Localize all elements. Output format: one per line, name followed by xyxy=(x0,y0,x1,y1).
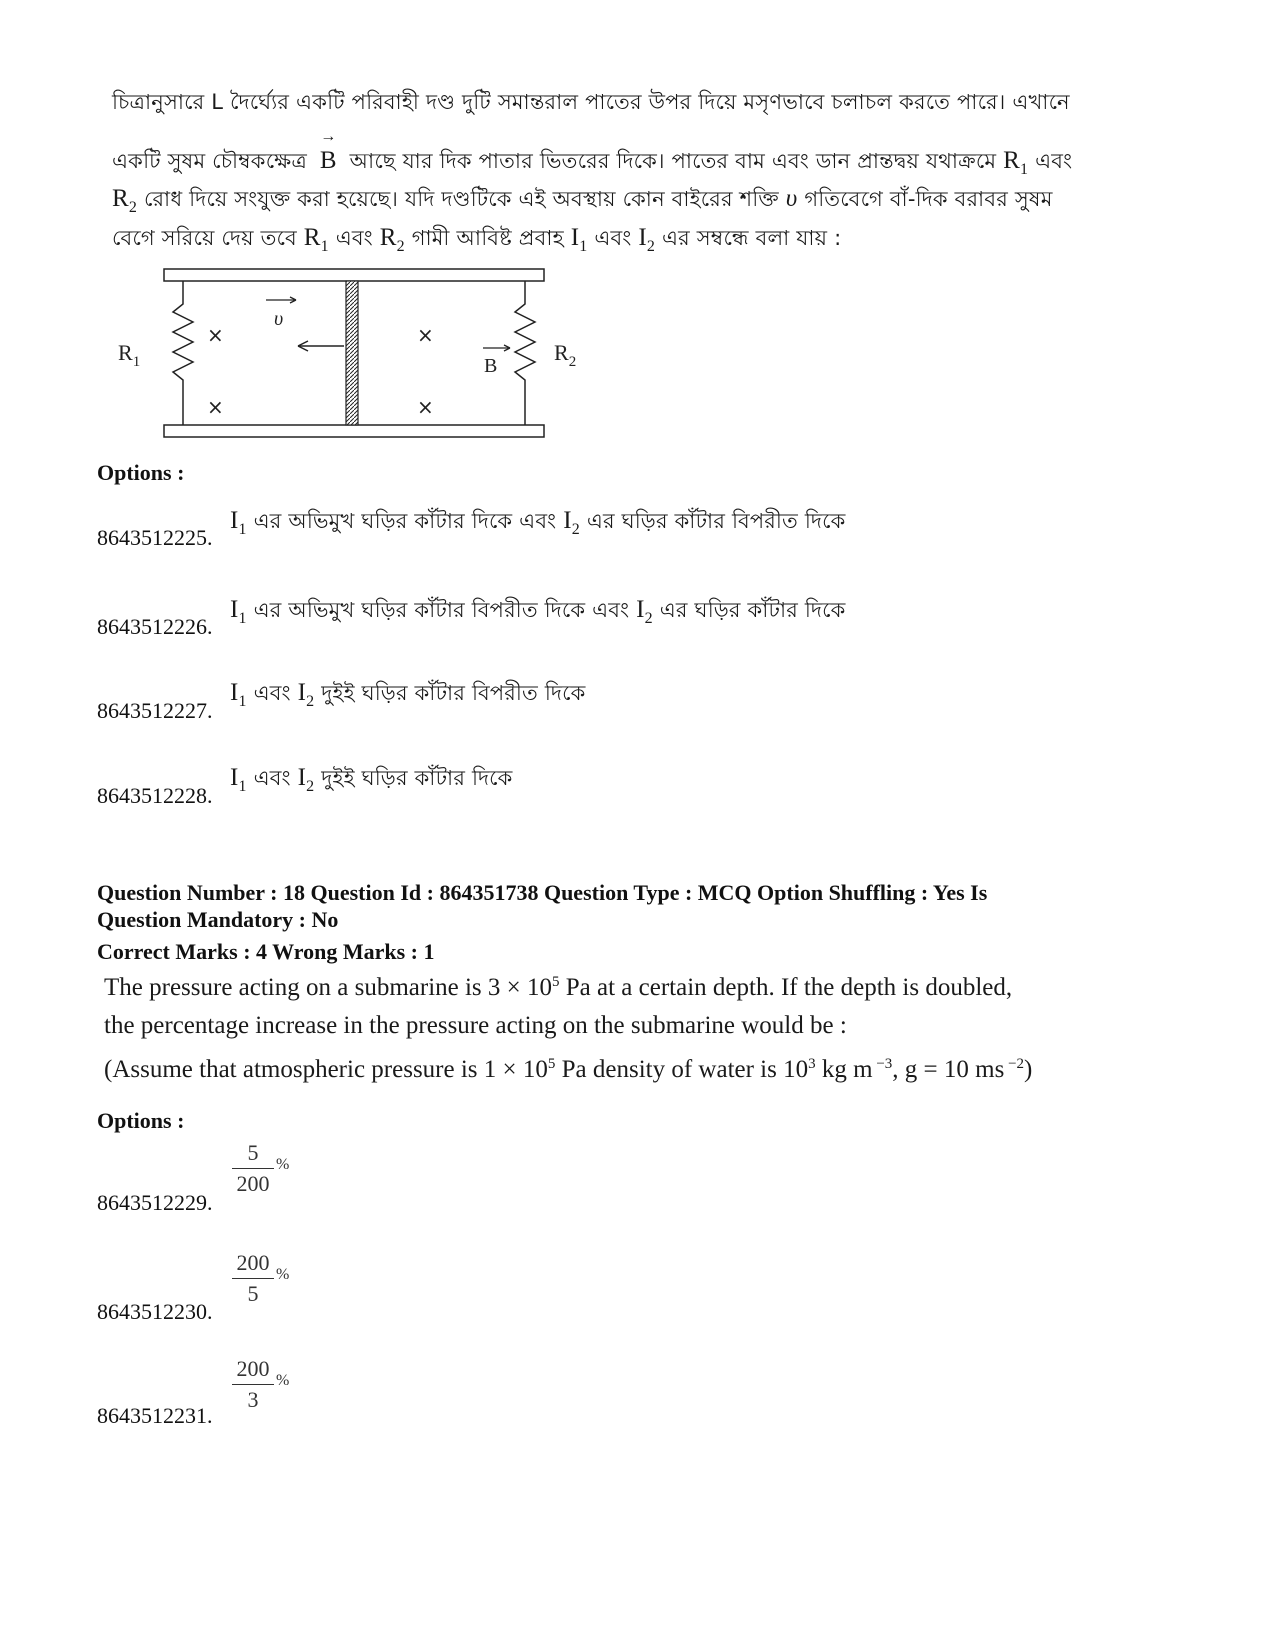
q17-text-line-3: $R_2$ রোধ দিয়ে সংযুক্ত করা হয়েছে। যদি দণ্ডটিকে এই অবস্থায় কোন বাইরের শক্তি υ গতিবেগে বাঁ-দিক বরাবর সুষম xyxy=(112,185,1053,216)
resistor-r2 xyxy=(515,281,535,425)
question-meta-line-1: Question Number : 18 Question Id : 864351738 Question Type : MCQ Option Shuffling : Yes Is xyxy=(97,880,988,905)
option-id: 8643512228. xyxy=(97,783,213,808)
option-text[interactable]: $I_1$ এবং $I_2$ দুইই ঘড়ির কাঁটার বিপরীত দিকে xyxy=(230,679,586,710)
field-cross: × xyxy=(207,323,224,347)
option-id: 8643512229. xyxy=(97,1190,213,1215)
field-label: B xyxy=(484,355,498,377)
option-text[interactable]: $I_1$ এবং $I_2$ দুইই ঘড়ির কাঁটার দিকে xyxy=(230,764,513,795)
circuit-figure xyxy=(110,262,590,442)
field-cross: × xyxy=(417,395,434,419)
option-id: 8643512226. xyxy=(97,614,213,639)
question-marks: Correct Marks : 4 Wrong Marks : 1 xyxy=(97,939,435,964)
option-fraction[interactable]: 5 200 % xyxy=(232,1140,274,1197)
velocity-label: υ xyxy=(274,308,284,330)
option-id: 8643512230. xyxy=(97,1299,213,1324)
q17-text-line-4: বেগে সরিয়ে দেয় তবে $R_1$ এবং $R_2$ গামী আবিষ্ট প্রবাহ $I_1$ এবং $I_2$ এর সম্বন্ধে বলা যায় : xyxy=(112,224,842,255)
q18-text-line-3: (Assume that atmospheric pressure is $1 \times 10^5$ Pa density of water is $10^3$ kg m $^{-3}$, g = 10 ms $^{-2}$) xyxy=(104,1056,1033,1083)
r2-label: $R_2$ xyxy=(554,340,577,370)
r1-label: $R_1$ xyxy=(118,340,141,370)
magnetic-field-vector: → B xyxy=(319,128,337,174)
top-plate xyxy=(164,269,544,281)
option-fraction[interactable]: 200 5 % xyxy=(232,1250,274,1307)
option-id: 8643512231. xyxy=(97,1403,213,1428)
options-heading: Options : xyxy=(97,1108,185,1133)
option-id: 8643512227. xyxy=(97,698,213,723)
option-text[interactable]: $I_1$ এর অভিমুখ ঘড়ির কাঁটার দিকে এবং $I_2$ এর ঘড়ির কাঁটার বিপরীত দিকে xyxy=(230,507,846,538)
option-id: 8643512225. xyxy=(97,525,213,550)
field-cross: × xyxy=(417,323,434,347)
conducting-rod xyxy=(346,281,358,425)
question-meta-line-2: Question Mandatory : No xyxy=(97,907,339,932)
q17-text-line-2: একটি সুষম চৌম্বকক্ষেত্র → B আছে যার দিক পাতার ভিতরের দিকে। পাতের বাম এবং ডান প্রান্তদ্বয় যথাক্রমে $R_1$ এবং xyxy=(112,128,1073,178)
resistor-r1 xyxy=(173,281,193,425)
q18-text-line-1: The pressure acting on a submarine is $3 \times 10^5$ Pa at a certain depth. If the depth is doubled, xyxy=(104,974,1013,1001)
options-heading: Options : xyxy=(97,460,185,485)
option-text[interactable]: $I_1$ এর অভিমুখ ঘড়ির কাঁটার বিপরীত দিকে এবং $I_2$ এর ঘড়ির কাঁটার দিকে xyxy=(230,596,846,627)
bottom-plate xyxy=(164,425,544,437)
q17-text-line-1: চিত্রানুসারে L দৈর্ঘ্যের একটি পরিবাহী দণ্ড দুটি সমান্তরাল পাতের উপর দিয়ে মসৃণভাবে চলাচল করতে পারে। এখানে xyxy=(112,90,1070,114)
q18-text-line-2: the percentage increase in the pressure acting on the submarine would be : xyxy=(104,1012,847,1039)
field-cross: × xyxy=(207,395,224,419)
option-fraction[interactable]: 200 3 % xyxy=(232,1356,274,1413)
